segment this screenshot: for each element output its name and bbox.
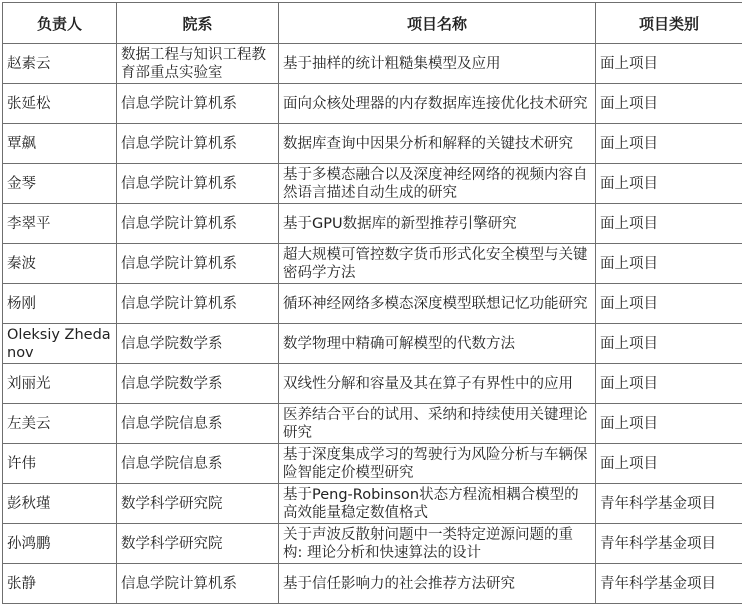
cell-project-type: 面上项目	[596, 284, 742, 324]
table-row	[3, 524, 742, 564]
cell-department: 信息学院计算机系	[117, 564, 279, 604]
cell-project-type: 面上项目	[596, 404, 742, 444]
cell-department: 信息学院数学系	[117, 364, 279, 404]
table-row	[3, 44, 742, 84]
cell-leader: 张延松	[3, 84, 117, 124]
cell-leader: 金琴	[3, 164, 117, 204]
cell-department: 数学科学研究院	[117, 484, 279, 524]
cell-project-name: 基于抽样的统计粗糙集模型及应用	[279, 44, 596, 84]
cell-project-type: 面上项目	[596, 164, 742, 204]
table-row	[3, 484, 742, 524]
table-row	[3, 564, 742, 604]
header-leader: 负责人	[3, 3, 117, 44]
cell-project-type: 面上项目	[596, 124, 742, 164]
table-row	[3, 284, 742, 324]
cell-department: 信息学院信息系	[117, 444, 279, 484]
cell-project-type: 面上项目	[596, 204, 742, 244]
cell-project-type: 面上项目	[596, 444, 742, 484]
cell-department: 信息学院计算机系	[117, 124, 279, 164]
cell-department: 信息学院计算机系	[117, 244, 279, 284]
cell-leader: 孙鸿鹏	[3, 524, 117, 564]
cell-project-name: 数学物理中精确可解模型的代数方法	[279, 324, 596, 364]
cell-project-type: 面上项目	[596, 84, 742, 124]
cell-project-name: 数据库查询中因果分析和解释的关键技术研究	[279, 124, 596, 164]
cell-leader: 左美云	[3, 404, 117, 444]
header-project-type: 项目类别	[596, 3, 742, 44]
table-row	[3, 84, 742, 124]
cell-leader: Oleksiy Zhedanov	[3, 324, 117, 364]
cell-project-name: 关于声波反散射问题中一类特定逆源问题的重构: 理论分析和快速算法的设计	[279, 524, 596, 564]
cell-department: 信息学院计算机系	[117, 164, 279, 204]
cell-department: 信息学院数学系	[117, 324, 279, 364]
cell-department: 信息学院计算机系	[117, 284, 279, 324]
cell-leader: 张静	[3, 564, 117, 604]
cell-project-name: 基于多模态融合以及深度神经网络的视频内容自然语言描述自动生成的研究	[279, 164, 596, 204]
cell-project-name: 基于深度集成学习的驾驶行为风险分析与车辆保险智能定价模型研究	[279, 444, 596, 484]
table-body	[3, 44, 742, 604]
project-table	[2, 2, 742, 604]
cell-project-name: 基于Peng-Robinson状态方程流相耦合模型的高效能量稳定数值格式	[279, 484, 596, 524]
header-row	[3, 3, 742, 44]
cell-project-name: 基于GPU数据库的新型推荐引擎研究	[279, 204, 596, 244]
cell-leader: 许伟	[3, 444, 117, 484]
cell-project-type: 面上项目	[596, 44, 742, 84]
table-row	[3, 364, 742, 404]
cell-project-type: 青年科学基金项目	[596, 564, 742, 604]
table-row	[3, 124, 742, 164]
cell-department: 数据工程与知识工程教育部重点实验室	[117, 44, 279, 84]
cell-project-type: 青年科学基金项目	[596, 524, 742, 564]
cell-department: 数学科学研究院	[117, 524, 279, 564]
table-row	[3, 444, 742, 484]
cell-department: 信息学院计算机系	[117, 204, 279, 244]
table-row	[3, 164, 742, 204]
cell-project-name: 面向众核处理器的内存数据库连接优化技术研究	[279, 84, 596, 124]
cell-department: 信息学院计算机系	[117, 84, 279, 124]
table-row	[3, 244, 742, 284]
header-project-name: 项目名称	[279, 3, 596, 44]
cell-project-name: 基于信任影响力的社会推荐方法研究	[279, 564, 596, 604]
table-row	[3, 324, 742, 364]
cell-project-type: 青年科学基金项目	[596, 484, 742, 524]
header-department: 院系	[117, 3, 279, 44]
table-row	[3, 404, 742, 444]
cell-project-type: 面上项目	[596, 324, 742, 364]
cell-leader: 赵素云	[3, 44, 117, 84]
cell-project-type: 面上项目	[596, 244, 742, 284]
cell-leader: 彭秋瑾	[3, 484, 117, 524]
cell-project-type: 面上项目	[596, 364, 742, 404]
cell-leader: 刘丽光	[3, 364, 117, 404]
cell-leader: 秦波	[3, 244, 117, 284]
cell-leader: 李翠平	[3, 204, 117, 244]
cell-project-name: 双线性分解和容量及其在算子有界性中的应用	[279, 364, 596, 404]
cell-project-name: 医养结合平台的试用、采纳和持续使用关键理论研究	[279, 404, 596, 444]
cell-department: 信息学院信息系	[117, 404, 279, 444]
cell-leader: 杨刚	[3, 284, 117, 324]
cell-project-name: 循环神经网络多模态深度模型联想记忆功能研究	[279, 284, 596, 324]
cell-leader: 覃飙	[3, 124, 117, 164]
table-row	[3, 204, 742, 244]
cell-project-name: 超大规模可管控数字货币形式化安全模型与关键密码学方法	[279, 244, 596, 284]
